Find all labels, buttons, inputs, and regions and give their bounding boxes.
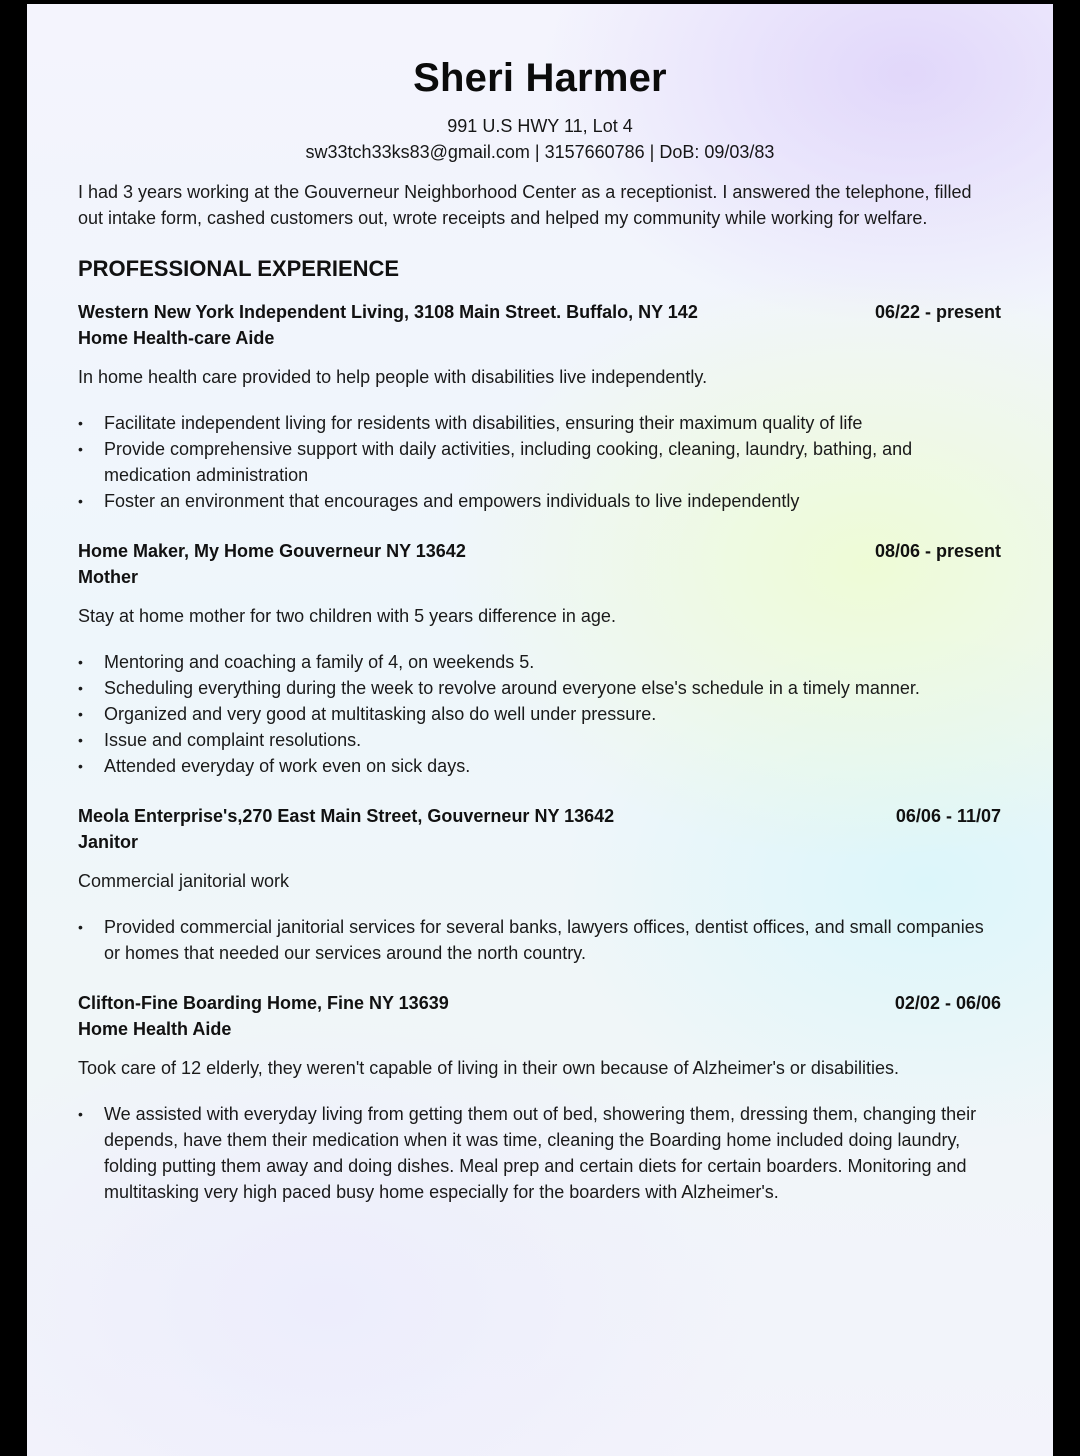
bullet-icon: • <box>78 415 83 431</box>
job-role: Home Health Aide <box>78 1019 232 1039</box>
job-bullets <box>78 649 1001 779</box>
job-header <box>78 990 1001 1016</box>
bullet-item: • Foster an environment that encourages and empowers individuals to live independently <box>78 488 1001 514</box>
job-entry <box>78 538 1001 779</box>
section-title-experience: PROFESSIONAL EXPERIENCE <box>78 256 400 281</box>
job-header <box>78 538 1001 564</box>
job-employer: Western New York Independent Living, 3108 Main Street. Buffalo, NY 142 <box>78 302 698 322</box>
bullet-item: • We assisted with everyday living from getting them out of bed, showering them, dressing them, changing their depends, have them their medication when it was time, cleaning the Boarding home included doing laundry, folding putting them away and doing dishes. Meal prep and certain diets for certain boarders. Monitoring and multitasking very high paced busy home especially for the boarders with Alzheimer's. <box>78 1101 1001 1205</box>
job-description: Took care of 12 elderly, they weren't capable of living in their own because of Alzheimer's or disabilities. <box>78 1058 899 1078</box>
job-header <box>78 299 1001 325</box>
bullet-item: • Provide comprehensive support with daily activities, including cooking, cleaning, laundry, bathing, and medication administration <box>78 436 1001 488</box>
job-entry <box>78 990 1001 1205</box>
bullet-icon: • <box>78 680 83 696</box>
job-dates: 02/02 - 06/06 <box>894 993 1001 1013</box>
job-entry <box>78 803 1001 966</box>
job-employer: Meola Enterprise's,270 East Main Street, Gouverneur NY 13642 <box>78 806 615 826</box>
job-role: Mother <box>78 567 138 587</box>
bullet-icon: • <box>78 1106 83 1122</box>
bullet-item: • Facilitate independent living for residents with disabilities, ensuring their maximum quality of life <box>78 410 1001 436</box>
bullet-icon: • <box>78 706 83 722</box>
job-description: Commercial janitorial work <box>78 871 290 891</box>
job-employer: Home Maker, My Home Gouverneur NY 13642 <box>78 541 466 561</box>
resume-page <box>27 4 1053 1456</box>
bullet-icon: • <box>78 758 83 774</box>
job-header <box>78 803 1001 829</box>
job-role: Home Health-care Aide <box>78 328 275 348</box>
bullet-item: • Organized and very good at multitasking also do well under pressure. <box>78 701 1001 727</box>
job-role: Janitor <box>78 832 139 852</box>
resume-body <box>78 179 1001 1205</box>
bullet-item: • Attended everyday of work even on sick days. <box>78 753 1001 779</box>
job-dates: 06/22 - present <box>874 302 1001 322</box>
bullet-item: • Issue and complaint resolutions. <box>78 727 1001 753</box>
job-entry <box>78 299 1001 514</box>
candidate-name: Sheri Harmer <box>413 56 667 100</box>
contact-info: sw33tch33ks83@gmail.com | 3157660786 | DoB: 09/03/83 <box>305 142 775 162</box>
job-bullets <box>78 1101 1001 1205</box>
bullet-icon: • <box>78 493 83 509</box>
job-bullets <box>78 914 1001 966</box>
job-description: In home health care provided to help people with disabilities live independently. <box>78 367 708 387</box>
job-bullets <box>78 410 1001 514</box>
bullet-icon: • <box>78 732 83 748</box>
job-dates: 06/06 - 11/07 <box>895 806 1001 826</box>
bullet-item: • Provided commercial janitorial services for several banks, lawyers offices, dentist offices, and small companies or homes that needed our services around the north country. <box>78 914 1001 966</box>
job-dates: 08/06 - present <box>874 541 1001 561</box>
bullet-icon: • <box>78 654 83 670</box>
summary: I had 3 years working at the Gouverneur Neighborhood Center as a receptionist. I answered the telephone, filled out intake form, cashed customers out, wrote receipts and helped my community while working for welfare. <box>78 182 972 228</box>
bullet-icon: • <box>78 441 83 457</box>
job-employer: Clifton-Fine Boarding Home, Fine NY 13639 <box>78 993 449 1013</box>
bullet-item: • Mentoring and coaching a family of 4, on weekends 5. <box>78 649 1001 675</box>
bullet-item: • Scheduling everything during the week to revolve around everyone else's schedule in a timely manner. <box>78 675 1001 701</box>
job-description: Stay at home mother for two children with 5 years difference in age. <box>78 606 616 626</box>
bullet-icon: • <box>78 919 83 935</box>
address: 991 U.S HWY 11, Lot 4 <box>447 116 633 136</box>
